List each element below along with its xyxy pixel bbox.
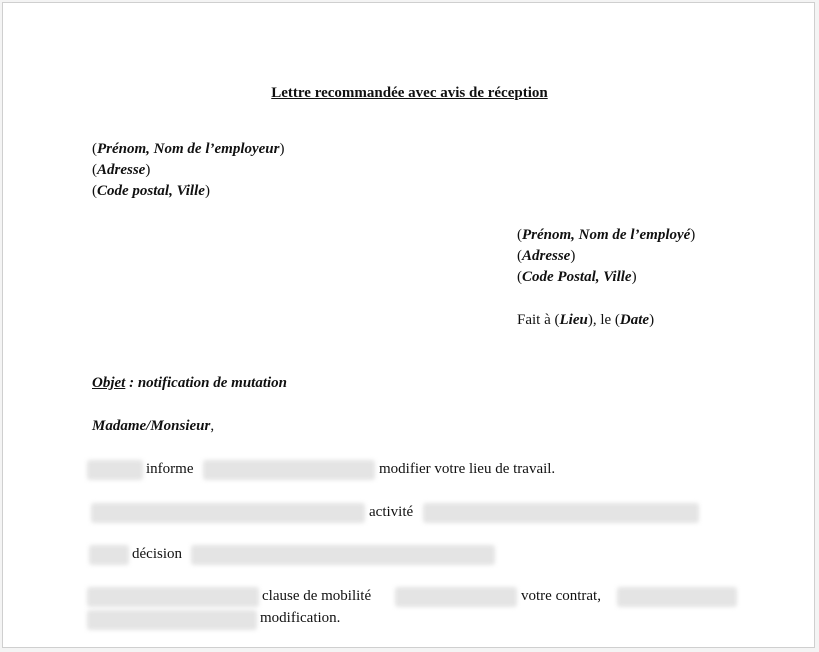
employee-name-label: Prénom, Nom de l’employé (522, 227, 691, 243)
employer-postal: (Code postal, Ville) (92, 183, 210, 199)
redacted-text (203, 460, 375, 480)
redacted-text (91, 503, 365, 523)
p1-text-a: informe (146, 461, 194, 477)
salutation-punct: , (210, 418, 215, 434)
p4-text-a: clause de mobilité (262, 588, 372, 604)
employee-address-label: Adresse (522, 248, 571, 264)
employer-address-label: Adresse (97, 162, 146, 178)
redacted-text (87, 587, 259, 607)
redacted-text (87, 610, 257, 630)
employer-name-label: Prénom, Nom de l’employeur (97, 141, 280, 157)
employee-address: (Adresse) (517, 248, 576, 264)
p2-text-a: activité (369, 504, 414, 520)
date-suffix: ) (649, 312, 655, 328)
p4-text-c: modification. (260, 610, 341, 626)
place-label: Lieu (559, 312, 588, 328)
employee-postal-label: Code Postal, Ville (522, 269, 632, 285)
place-date-line (517, 310, 654, 330)
p4-text-b: votre contrat, (521, 588, 601, 604)
salutation-text: Madame/Monsieur (92, 418, 211, 434)
p3-text-a: décision (132, 546, 182, 562)
redacted-text (617, 587, 737, 607)
redacted-text (87, 460, 143, 480)
employer-address: (Adresse) (92, 162, 151, 178)
redacted-text (89, 545, 129, 565)
redacted-text (191, 545, 495, 565)
employer-name: (Prénom, Nom de l’employeur) (92, 141, 285, 157)
letter-title: Lettre recommandée avec avis de réception (271, 85, 548, 101)
p1-text-b: modifier votre lieu de travail. (379, 461, 556, 477)
employee-name: (Prénom, Nom de l’employé) (517, 227, 696, 243)
employer-postal-label: Code postal, Ville (97, 183, 205, 199)
subject-label: Objet (92, 375, 126, 391)
employee-postal: (Code Postal, Ville) (517, 269, 637, 285)
place-prefix: Fait à ( (517, 312, 560, 328)
date-label: Date (619, 312, 650, 328)
subject-line (92, 373, 287, 393)
redacted-text (395, 587, 517, 607)
salutation (92, 416, 214, 436)
date-prefix: ), le ( (587, 312, 620, 328)
subject-text: : notification de mutation (125, 375, 288, 391)
redacted-text (423, 503, 699, 523)
document-page (2, 2, 815, 648)
